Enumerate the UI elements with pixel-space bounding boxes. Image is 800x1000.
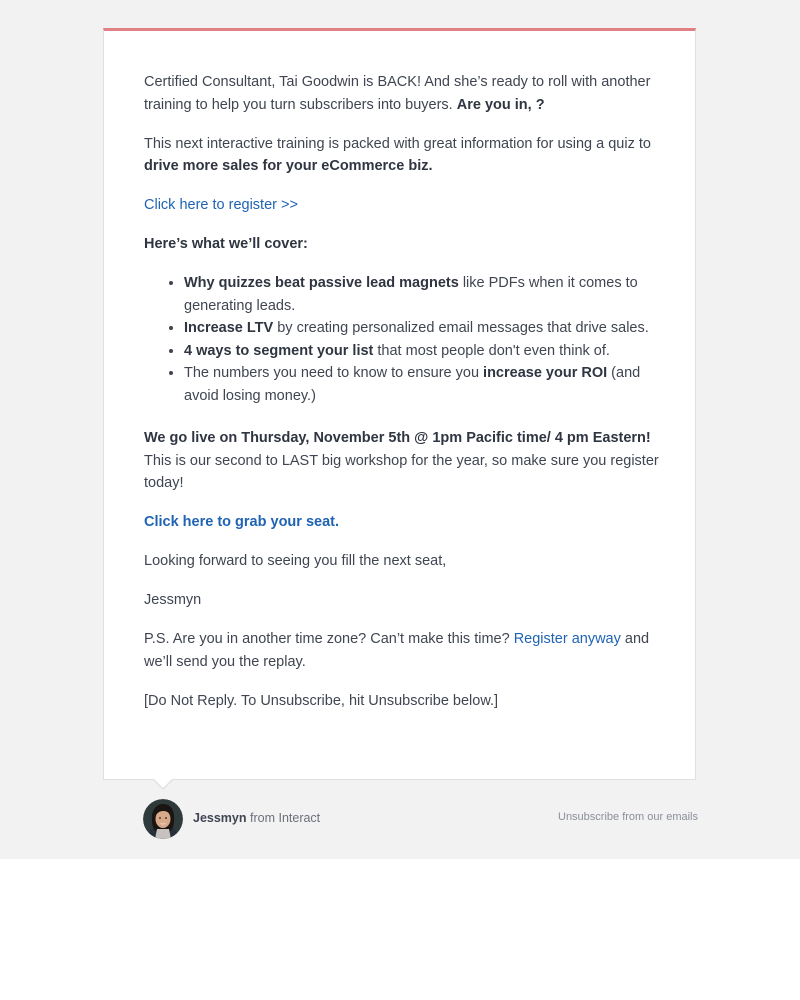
grab-seat-paragraph bbox=[144, 511, 659, 534]
topic-bold: Increase LTV bbox=[184, 320, 274, 336]
cover-heading: Here’s what we’ll cover: bbox=[144, 236, 308, 252]
card-notch-inner bbox=[154, 779, 172, 788]
email-body bbox=[144, 71, 659, 729]
live-text: This is our second to LAST big workshop for the year, so make sure you register today! bbox=[144, 452, 659, 491]
ps-paragraph bbox=[144, 628, 659, 673]
register-anyway-link[interactable]: Register anyway bbox=[513, 631, 621, 647]
live-date: We go live on Thursday, November 5th @ 1pm Pacific time/ 4 pm Eastern! bbox=[144, 430, 651, 446]
training-paragraph bbox=[144, 133, 659, 178]
intro-text: Certified Consultant, Tai Goodwin is BACK! And she’s ready to roll with another training to help you turn subscribers into buyers. bbox=[144, 74, 651, 113]
sender-avatar bbox=[143, 799, 183, 839]
topic-tail: (and avoid losing money.) bbox=[184, 365, 641, 404]
cover-heading-paragraph bbox=[144, 233, 659, 256]
training-text: This next interactive training is packed with great information for using a quiz to bbox=[144, 135, 651, 152]
register-paragraph bbox=[144, 194, 659, 217]
topic-bold: 4 ways to segment your list bbox=[184, 342, 374, 359]
topic-text: by creating personalized email messages that drive sales. bbox=[273, 320, 649, 336]
list-item bbox=[184, 317, 659, 340]
sender-info bbox=[193, 811, 320, 825]
intro-question: Are you in, ? bbox=[456, 96, 545, 113]
training-highlight: drive more sales for your eCommerce biz. bbox=[144, 158, 433, 174]
ps-text: P.S. Are you in another time zone? Can’t make this time? bbox=[144, 631, 510, 647]
list-item bbox=[184, 272, 659, 317]
topic-bold: increase your ROI bbox=[483, 365, 608, 381]
sender-from: from Interact bbox=[250, 811, 321, 825]
looking-forward-text: Looking forward to seeing you fill the next seat, bbox=[144, 553, 447, 569]
ps-tail: and we’ll send you the replay. bbox=[144, 631, 650, 670]
sender-name: Jessmyn bbox=[193, 811, 247, 825]
register-link[interactable]: Click here to register >> bbox=[144, 197, 298, 213]
topics-list bbox=[144, 272, 659, 407]
avatar-photo-icon bbox=[143, 799, 183, 839]
topic-text: The numbers you need to know to ensure you bbox=[184, 365, 484, 381]
live-paragraph bbox=[144, 427, 659, 495]
topic-text: like PDFs when it comes to generating leads. bbox=[184, 275, 638, 314]
disclaimer-text: [Do Not Reply. To Unsubscribe, hit Unsubscribe below.] bbox=[144, 692, 499, 709]
list-item bbox=[184, 362, 659, 407]
grab-seat-link[interactable]: Click here to grab your seat. bbox=[144, 514, 340, 530]
list-item bbox=[184, 340, 659, 363]
signature-text: Jessmyn bbox=[144, 592, 202, 608]
topic-bold: Why quizzes beat passive lead magnets bbox=[184, 275, 459, 291]
email-card bbox=[103, 28, 696, 780]
email-footer bbox=[143, 799, 698, 839]
unsubscribe-link[interactable]: Unsubscribe from our emails bbox=[558, 811, 698, 823]
intro-paragraph bbox=[144, 71, 659, 116]
topic-text: that most people don't even think of. bbox=[373, 342, 610, 359]
